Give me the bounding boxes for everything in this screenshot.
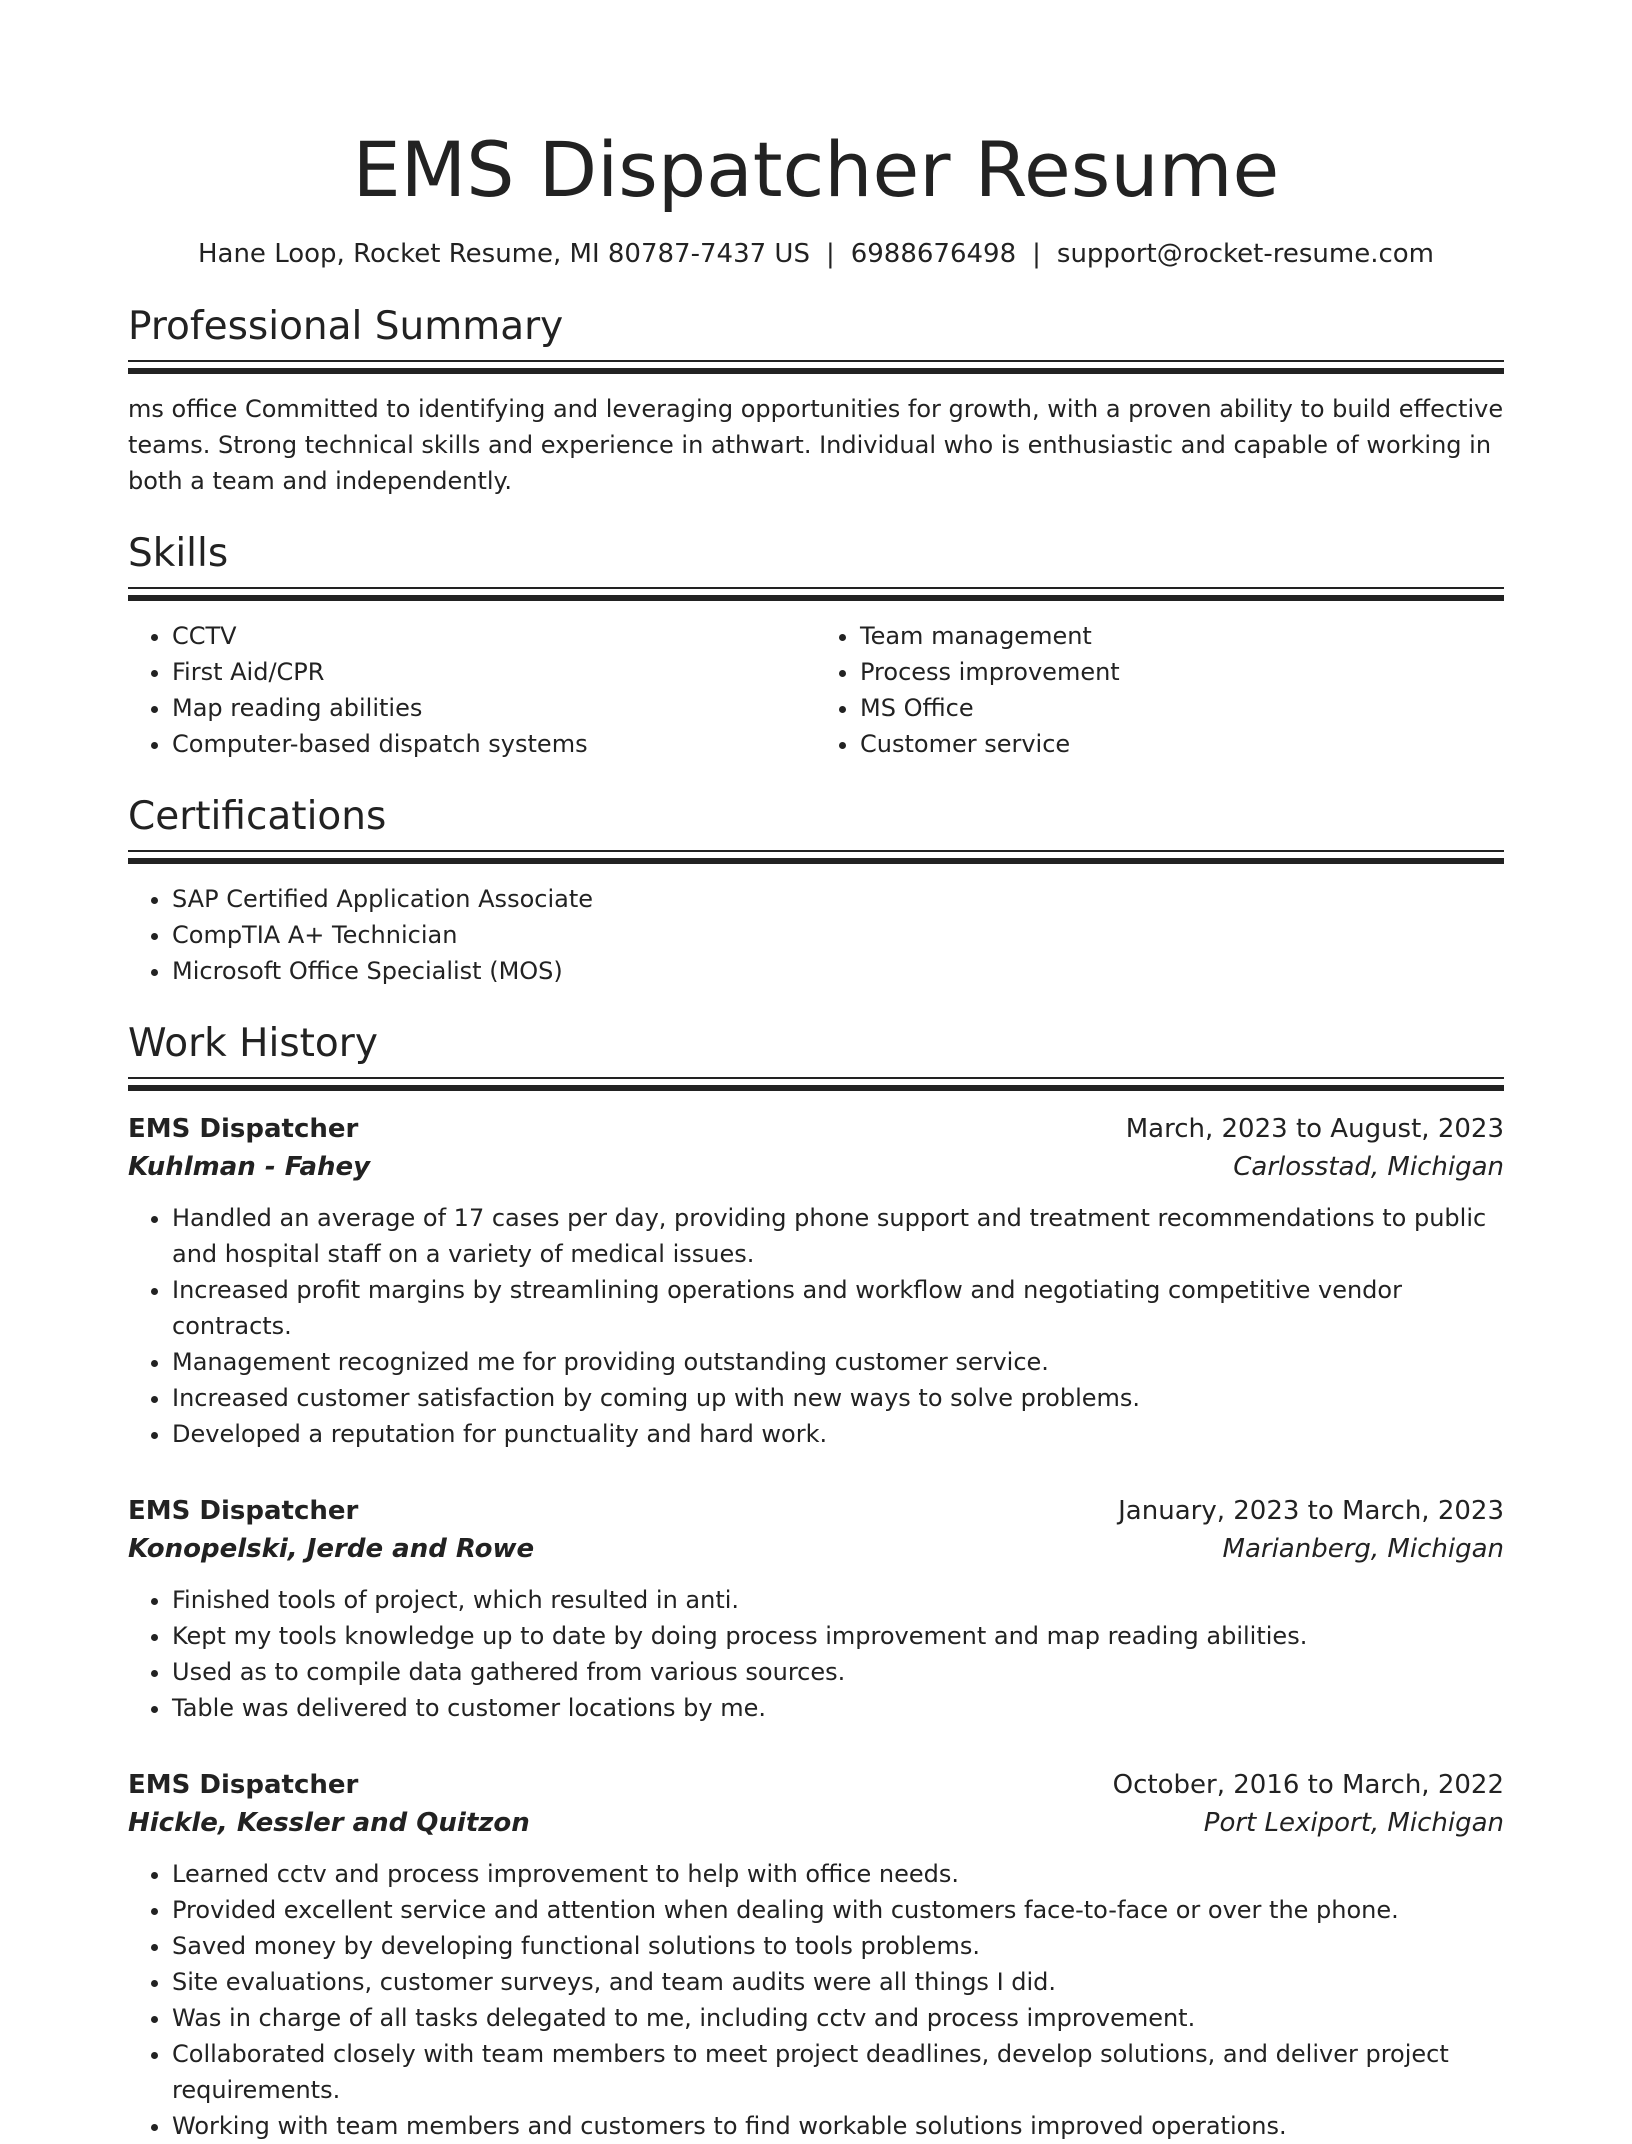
job-company: Kuhlman - Fahey xyxy=(128,1152,371,1182)
job-bullet: • Saved money by developing functional solutions to tools problems. xyxy=(172,1928,1504,1964)
section-divider xyxy=(128,850,1504,865)
skill-item: • Map reading abilities xyxy=(172,690,816,726)
section-heading-work-history: Work History xyxy=(128,1021,378,1066)
certification-item: • CompTIA A+ Technician xyxy=(172,917,1504,953)
section-heading-certifications: Certifications xyxy=(128,794,387,839)
job-bullet: • Management recognized me for providing outstanding customer service. xyxy=(172,1344,1504,1380)
skill-item: • Process improvement xyxy=(860,654,1504,690)
job-entry xyxy=(128,1766,1504,2144)
job-company-row xyxy=(128,1804,1504,1842)
summary-section xyxy=(128,302,1504,499)
section-heading-summary: Professional Summary xyxy=(128,304,564,349)
job-header-row xyxy=(128,1492,1504,1530)
job-company-row xyxy=(128,1530,1504,1568)
contact-separator: | xyxy=(825,239,835,269)
skill-item: • Team management xyxy=(860,618,1504,654)
section-divider xyxy=(128,1077,1504,1092)
job-title: EMS Dispatcher xyxy=(128,1114,359,1144)
job-bullet: • Increased customer satisfaction by coming up with new ways to solve problems. xyxy=(172,1380,1504,1416)
job-location: Carlosstad, Michigan xyxy=(1233,1152,1504,1182)
job-entry xyxy=(128,1110,1504,1452)
job-dates: October, 2016 to March, 2022 xyxy=(1112,1770,1504,1800)
contact-separator: | xyxy=(1032,239,1041,269)
skill-item: • Customer service xyxy=(860,726,1504,762)
summary-text: ms office Committed to identifying and leveraging opportunities for growth, with a proven ability to build effective teams. Strong technical skills and experience in athwart. Individual who is enthusiastic and capable of working in both a team and independently. xyxy=(128,395,1504,495)
job-bullet: • Finished tools of project, which resulted in anti. xyxy=(172,1582,1504,1618)
skill-item: • First Aid/CPR xyxy=(172,654,816,690)
skills-grid xyxy=(128,602,1504,762)
job-header-row xyxy=(128,1110,1504,1148)
job-bullet: • Kept my tools knowledge up to date by doing process improvement and map reading abilities. xyxy=(172,1618,1504,1654)
skills-list-right xyxy=(816,618,1504,762)
job-location: Port Lexiport, Michigan xyxy=(1203,1808,1504,1838)
certification-item: • Microsoft Office Specialist (MOS) xyxy=(172,953,1504,989)
skill-item: • Computer-based dispatch systems xyxy=(172,726,816,762)
work-history-section xyxy=(128,1019,1504,2144)
job-company: Hickle, Kessler and Quitzon xyxy=(128,1808,530,1838)
skills-list-left xyxy=(128,618,816,762)
job-title: EMS Dispatcher xyxy=(128,1496,359,1526)
job-bullet: • Handled an average of 17 cases per day, providing phone support and treatment recommendations to public and hospital staff on a variety of medical issues. xyxy=(172,1200,1504,1272)
job-header-row xyxy=(128,1766,1504,1804)
contact-line xyxy=(128,236,1504,272)
job-bullets xyxy=(128,1200,1504,1452)
section-divider xyxy=(128,587,1504,602)
job-bullet: • Site evaluations, customer surveys, and team audits were all things I did. xyxy=(172,1964,1504,2000)
resume-title: EMS Dispatcher Resume xyxy=(352,125,1280,214)
job-bullet: • Table was delivered to customer locations by me. xyxy=(172,1690,1504,1726)
job-bullet: • Increased profit margins by streamlining operations and workflow and negotiating competitive vendor contracts. xyxy=(172,1272,1504,1344)
contact-phone: 6988676498 xyxy=(850,239,1017,269)
job-bullet: • Learned cctv and process improvement to help with office needs. xyxy=(172,1856,1504,1892)
job-bullets xyxy=(128,1856,1504,2144)
certifications-list xyxy=(128,881,1504,989)
certification-item: • SAP Certified Application Associate xyxy=(172,881,1504,917)
job-bullet: • Was in charge of all tasks delegated to me, including cctv and process improvement. xyxy=(172,2000,1504,2036)
skill-item: • CCTV xyxy=(172,618,816,654)
job-company-row xyxy=(128,1148,1504,1186)
job-location: Marianberg, Michigan xyxy=(1222,1534,1504,1564)
job-bullet: • Developed a reputation for punctuality and hard work. xyxy=(172,1416,1504,1452)
job-entry xyxy=(128,1492,1504,1726)
job-bullet: • Provided excellent service and attention when dealing with customers face-to-face or over the phone. xyxy=(172,1892,1504,1928)
job-bullet: • Used as to compile data gathered from various sources. xyxy=(172,1654,1504,1690)
job-bullet: • Collaborated closely with team members to meet project deadlines, develop solutions, and deliver project requirements. xyxy=(172,2036,1504,2108)
certifications-section xyxy=(128,792,1504,989)
skills-section xyxy=(128,529,1504,762)
job-title: EMS Dispatcher xyxy=(128,1770,359,1800)
section-heading-skills: Skills xyxy=(128,531,229,576)
job-company: Konopelski, Jerde and Rowe xyxy=(128,1534,535,1564)
section-divider xyxy=(128,360,1504,375)
job-bullet: • Working with team members and customers to find workable solutions improved operations. xyxy=(172,2108,1504,2144)
job-dates: January, 2023 to March, 2023 xyxy=(1118,1496,1504,1526)
skill-item: • MS Office xyxy=(860,690,1504,726)
contact-email: support@rocket-resume.com xyxy=(1056,239,1435,269)
contact-address: Hane Loop, Rocket Resume, MI 80787-7437 US xyxy=(197,239,810,269)
job-dates: March, 2023 to August, 2023 xyxy=(1125,1114,1504,1144)
resume-page xyxy=(128,0,1504,2144)
job-bullets xyxy=(128,1582,1504,1726)
